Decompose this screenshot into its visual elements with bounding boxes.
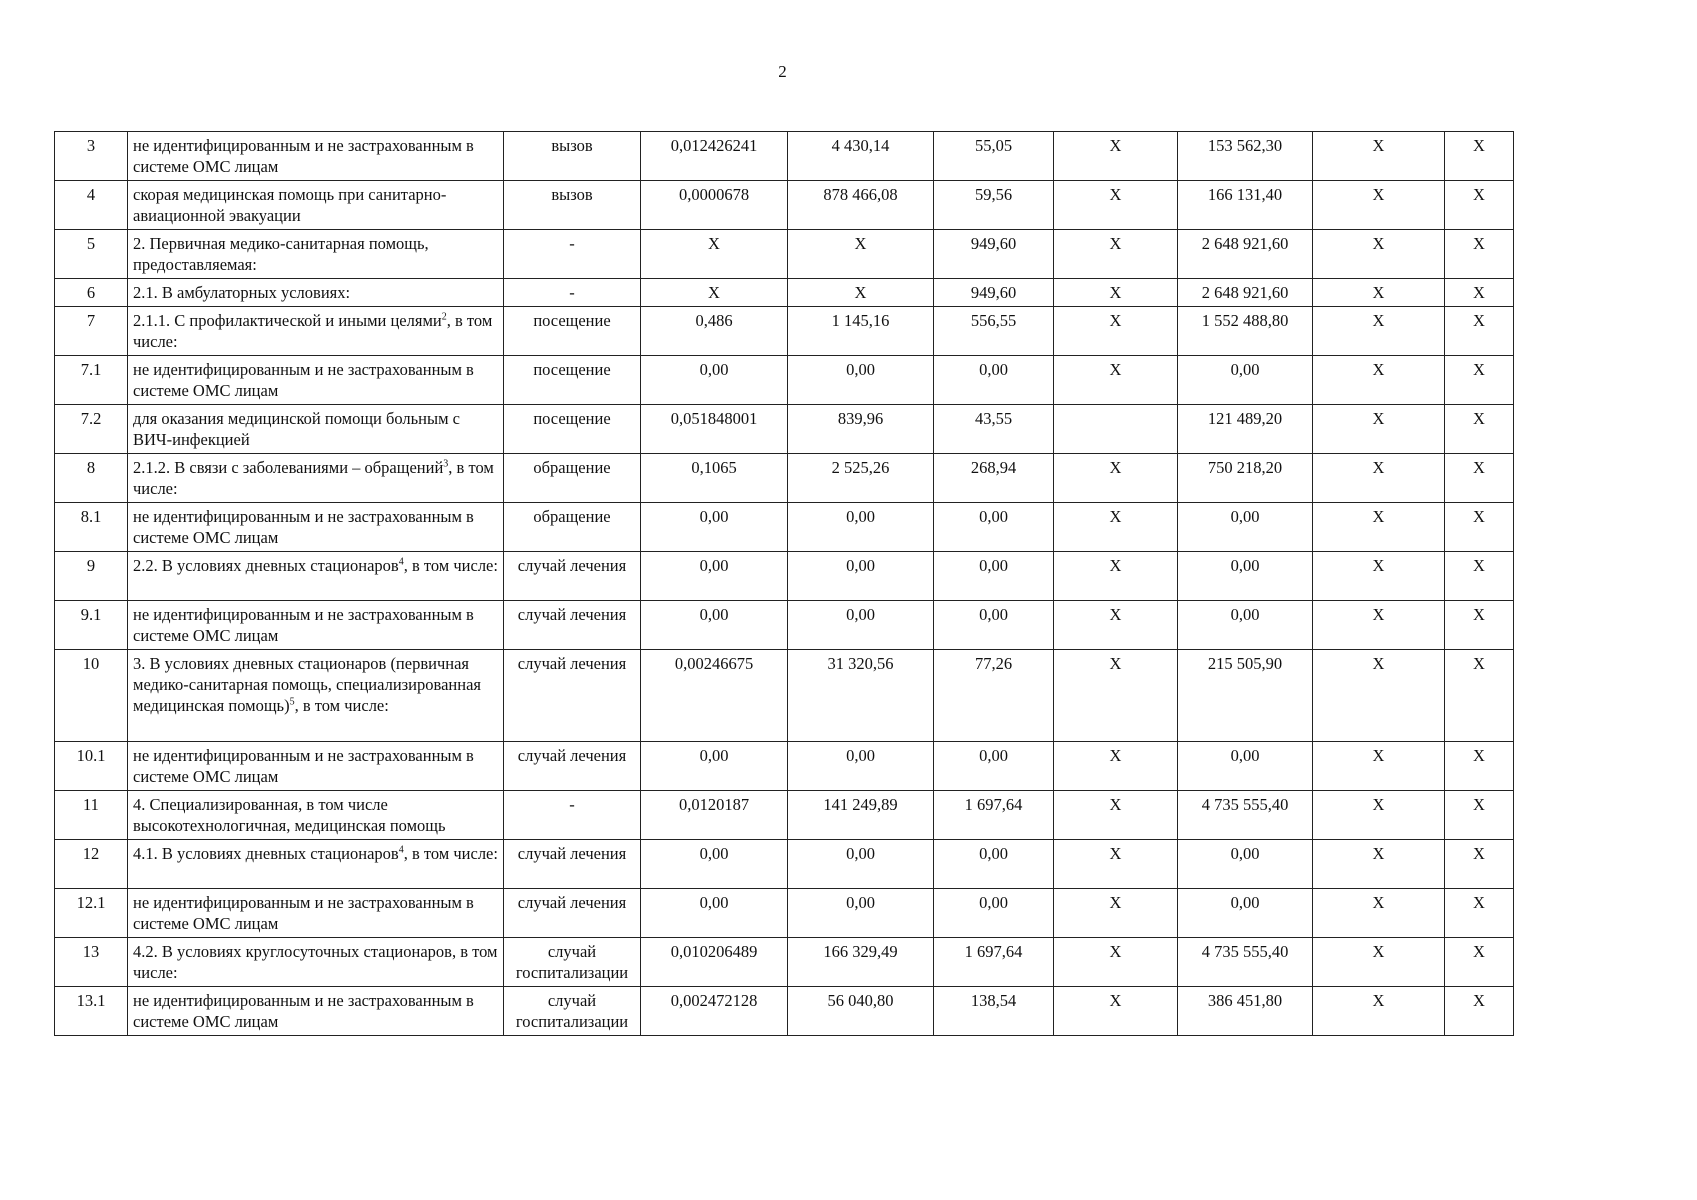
percent-total-cell: X <box>1445 132 1514 181</box>
unit-of-measure-cell: случай госпитализации <box>504 938 641 987</box>
volume-norm-cell: 0,00246675 <box>641 650 788 742</box>
table-row <box>55 307 1514 356</box>
row-description-cell <box>128 356 504 405</box>
per-capita-oms-cell: X <box>1054 889 1178 938</box>
unit-of-measure-cell: вызов <box>504 132 641 181</box>
volume-norm-cell: 0,486 <box>641 307 788 356</box>
row-description-cell <box>128 230 504 279</box>
description-suffix: , в том числе: <box>133 458 494 498</box>
cost-norm-cell: 31 320,56 <box>788 650 934 742</box>
total-oms-cell: X <box>1313 840 1445 889</box>
unit-of-measure-cell: случай лечения <box>504 650 641 742</box>
row-description-cell <box>128 840 504 889</box>
row-description-cell <box>128 503 504 552</box>
total-oms-cell: X <box>1313 742 1445 791</box>
row-description-cell <box>128 889 504 938</box>
total-budget-cell: 0,00 <box>1178 889 1313 938</box>
row-number-cell: 7.2 <box>55 405 128 454</box>
table-row <box>55 230 1514 279</box>
footnote-marker: 4 <box>398 844 404 856</box>
row-number-cell: 11 <box>55 791 128 840</box>
percent-total-cell: X <box>1445 503 1514 552</box>
volume-norm-cell: 0,002472128 <box>641 987 788 1036</box>
unit-of-measure-cell: посещение <box>504 405 641 454</box>
table-row <box>55 650 1514 742</box>
volume-norm-cell: 0,0000678 <box>641 181 788 230</box>
description-text: 2.2. В условиях дневных стационаров <box>133 556 399 575</box>
per-capita-oms-cell: X <box>1054 503 1178 552</box>
per-capita-oms-cell: X <box>1054 987 1178 1036</box>
row-description-cell <box>128 405 504 454</box>
row-number-cell: 6 <box>55 279 128 307</box>
per-capita-budget-cell: 77,26 <box>934 650 1054 742</box>
per-capita-budget-cell: 268,94 <box>934 454 1054 503</box>
cost-norm-cell: 0,00 <box>788 552 934 601</box>
row-number-cell: 9 <box>55 552 128 601</box>
volume-norm-cell: X <box>641 279 788 307</box>
cost-norm-cell: 141 249,89 <box>788 791 934 840</box>
row-description-cell <box>128 552 504 601</box>
unit-of-measure-cell: вызов <box>504 181 641 230</box>
cost-norm-cell: 0,00 <box>788 742 934 791</box>
row-number-cell: 8 <box>55 454 128 503</box>
per-capita-oms-cell: X <box>1054 552 1178 601</box>
per-capita-oms-cell: X <box>1054 742 1178 791</box>
cost-norm-cell: 0,00 <box>788 503 934 552</box>
row-number-cell: 12 <box>55 840 128 889</box>
description-text: 2.1. В амбулаторных условиях: <box>133 283 351 302</box>
total-oms-cell: X <box>1313 307 1445 356</box>
row-number-cell: 10 <box>55 650 128 742</box>
unit-of-measure-cell: случай лечения <box>504 889 641 938</box>
total-budget-cell: 0,00 <box>1178 601 1313 650</box>
total-budget-cell: 2 648 921,60 <box>1178 230 1313 279</box>
percent-total-cell: X <box>1445 405 1514 454</box>
table-row <box>55 889 1514 938</box>
percent-total-cell: X <box>1445 181 1514 230</box>
total-budget-cell: 215 505,90 <box>1178 650 1313 742</box>
total-oms-cell: X <box>1313 454 1445 503</box>
description-suffix: , в том числе: <box>294 696 389 715</box>
total-budget-cell: 0,00 <box>1178 356 1313 405</box>
per-capita-budget-cell: 0,00 <box>934 552 1054 601</box>
unit-of-measure-cell: - <box>504 230 641 279</box>
footnote-marker: 4 <box>398 556 404 568</box>
data-table <box>54 131 1514 1036</box>
per-capita-oms-cell: X <box>1054 230 1178 279</box>
volume-norm-cell: 0,00 <box>641 742 788 791</box>
per-capita-oms-cell: X <box>1054 279 1178 307</box>
per-capita-oms-cell: X <box>1054 454 1178 503</box>
row-number-cell: 9.1 <box>55 601 128 650</box>
per-capita-oms-cell: X <box>1054 601 1178 650</box>
per-capita-budget-cell: 556,55 <box>934 307 1054 356</box>
per-capita-budget-cell: 0,00 <box>934 889 1054 938</box>
percent-total-cell: X <box>1445 307 1514 356</box>
row-number-cell: 7 <box>55 307 128 356</box>
per-capita-oms-cell: X <box>1054 132 1178 181</box>
total-budget-cell: 750 218,20 <box>1178 454 1313 503</box>
row-description-cell <box>128 987 504 1036</box>
per-capita-budget-cell: 1 697,64 <box>934 938 1054 987</box>
description-text: не идентифицированным и не застрахованным в системе ОМС лицам <box>133 605 474 645</box>
percent-total-cell: X <box>1445 742 1514 791</box>
per-capita-budget-cell: 59,56 <box>934 181 1054 230</box>
row-description-cell <box>128 181 504 230</box>
percent-total-cell: X <box>1445 840 1514 889</box>
cost-norm-cell: 1 145,16 <box>788 307 934 356</box>
row-description-cell <box>128 791 504 840</box>
unit-of-measure-cell: - <box>504 279 641 307</box>
volume-norm-cell: 0,00 <box>641 356 788 405</box>
total-oms-cell: X <box>1313 356 1445 405</box>
per-capita-oms-cell: X <box>1054 356 1178 405</box>
row-number-cell: 10.1 <box>55 742 128 791</box>
per-capita-budget-cell: 1 697,64 <box>934 791 1054 840</box>
table-row <box>55 181 1514 230</box>
total-budget-cell: 0,00 <box>1178 503 1313 552</box>
percent-total-cell: X <box>1445 650 1514 742</box>
total-budget-cell: 1 552 488,80 <box>1178 307 1313 356</box>
footnote-marker: 3 <box>443 458 449 470</box>
per-capita-budget-cell: 43,55 <box>934 405 1054 454</box>
volume-norm-cell: 0,00 <box>641 552 788 601</box>
per-capita-budget-cell: 55,05 <box>934 132 1054 181</box>
per-capita-budget-cell: 0,00 <box>934 503 1054 552</box>
per-capita-budget-cell: 0,00 <box>934 742 1054 791</box>
row-description-cell <box>128 307 504 356</box>
description-suffix: , в том числе: <box>133 311 493 351</box>
table-body <box>55 132 1514 1036</box>
description-text: 4.2. В условиях круглосуточных стационаров, в том числе: <box>133 942 498 982</box>
unit-of-measure-cell: случай госпитализации <box>504 987 641 1036</box>
percent-total-cell: X <box>1445 230 1514 279</box>
volume-norm-cell: 0,00 <box>641 601 788 650</box>
per-capita-oms-cell: X <box>1054 938 1178 987</box>
table-row <box>55 601 1514 650</box>
cost-norm-cell: 0,00 <box>788 840 934 889</box>
total-oms-cell: X <box>1313 405 1445 454</box>
table-row <box>55 405 1514 454</box>
cost-norm-cell: 4 430,14 <box>788 132 934 181</box>
description-text: не идентифицированным и не застрахованным в системе ОМС лицам <box>133 991 474 1031</box>
total-oms-cell: X <box>1313 503 1445 552</box>
percent-total-cell: X <box>1445 791 1514 840</box>
row-number-cell: 13 <box>55 938 128 987</box>
table-row <box>55 840 1514 889</box>
per-capita-budget-cell: 949,60 <box>934 279 1054 307</box>
description-text: 2. Первичная медико-санитарная помощь, предоставляемая: <box>133 234 429 274</box>
row-number-cell: 5 <box>55 230 128 279</box>
per-capita-oms-cell: X <box>1054 307 1178 356</box>
total-oms-cell: X <box>1313 279 1445 307</box>
unit-of-measure-cell: - <box>504 791 641 840</box>
per-capita-budget-cell: 138,54 <box>934 987 1054 1036</box>
row-number-cell: 3 <box>55 132 128 181</box>
row-description-cell <box>128 742 504 791</box>
total-oms-cell: X <box>1313 552 1445 601</box>
total-oms-cell: X <box>1313 132 1445 181</box>
table-row <box>55 552 1514 601</box>
per-capita-budget-cell: 0,00 <box>934 356 1054 405</box>
row-description-cell <box>128 601 504 650</box>
row-description-cell <box>128 279 504 307</box>
description-text: не идентифицированным и не застрахованным в системе ОМС лицам <box>133 136 474 176</box>
total-oms-cell: X <box>1313 987 1445 1036</box>
per-capita-oms-cell: X <box>1054 650 1178 742</box>
volume-norm-cell: 0,00 <box>641 840 788 889</box>
table-row <box>55 503 1514 552</box>
row-description-cell <box>128 132 504 181</box>
total-oms-cell: X <box>1313 791 1445 840</box>
cost-norm-cell: 0,00 <box>788 889 934 938</box>
cost-norm-cell: X <box>788 230 934 279</box>
cost-norm-cell: 839,96 <box>788 405 934 454</box>
volume-norm-cell: X <box>641 230 788 279</box>
cost-norm-cell: 0,00 <box>788 356 934 405</box>
description-text: не идентифицированным и не застрахованным в системе ОМС лицам <box>133 507 474 547</box>
cost-norm-cell: 166 329,49 <box>788 938 934 987</box>
description-text: 4.1. В условиях дневных стационаров <box>133 844 399 863</box>
footnote-marker: 2 <box>441 311 447 323</box>
row-number-cell: 4 <box>55 181 128 230</box>
total-budget-cell: 121 489,20 <box>1178 405 1313 454</box>
unit-of-measure-cell: случай лечения <box>504 601 641 650</box>
table-row <box>55 356 1514 405</box>
row-description-cell <box>128 454 504 503</box>
description-suffix: , в том числе: <box>403 844 498 863</box>
volume-norm-cell: 0,1065 <box>641 454 788 503</box>
volume-norm-cell: 0,00 <box>641 503 788 552</box>
cost-norm-cell: 2 525,26 <box>788 454 934 503</box>
footnote-marker: 5 <box>289 696 295 708</box>
total-budget-cell: 153 562,30 <box>1178 132 1313 181</box>
description-text: не идентифицированным и не застрахованным в системе ОМС лицам <box>133 893 474 933</box>
volume-norm-cell: 0,012426241 <box>641 132 788 181</box>
total-oms-cell: X <box>1313 230 1445 279</box>
description-suffix: , в том числе: <box>403 556 498 575</box>
total-oms-cell: X <box>1313 889 1445 938</box>
volume-norm-cell: 0,00 <box>641 889 788 938</box>
per-capita-budget-cell: 0,00 <box>934 601 1054 650</box>
total-oms-cell: X <box>1313 938 1445 987</box>
total-budget-cell: 0,00 <box>1178 840 1313 889</box>
unit-of-measure-cell: случай лечения <box>504 742 641 791</box>
description-text: скорая медицинская помощь при санитарно-авиационной эвакуации <box>133 185 447 225</box>
per-capita-oms-cell: X <box>1054 181 1178 230</box>
description-text: 2.1.1. С профилактической и иными целями <box>133 311 442 330</box>
percent-total-cell: X <box>1445 601 1514 650</box>
total-budget-cell: 0,00 <box>1178 552 1313 601</box>
volume-norm-cell: 0,051848001 <box>641 405 788 454</box>
unit-of-measure-cell: случай лечения <box>504 552 641 601</box>
per-capita-budget-cell: 0,00 <box>934 840 1054 889</box>
table-row <box>55 791 1514 840</box>
row-description-cell <box>128 650 504 742</box>
total-budget-cell: 166 131,40 <box>1178 181 1313 230</box>
row-number-cell: 7.1 <box>55 356 128 405</box>
table-row <box>55 987 1514 1036</box>
unit-of-measure-cell: обращение <box>504 454 641 503</box>
description-text: 2.1.2. В связи с заболеваниями – обращений <box>133 458 444 477</box>
percent-total-cell: X <box>1445 454 1514 503</box>
total-budget-cell: 4 735 555,40 <box>1178 791 1313 840</box>
per-capita-oms-cell: X <box>1054 840 1178 889</box>
total-budget-cell: 4 735 555,40 <box>1178 938 1313 987</box>
volume-norm-cell: 0,010206489 <box>641 938 788 987</box>
row-number-cell: 8.1 <box>55 503 128 552</box>
description-text: для оказания медицинской помощи больным с ВИЧ-инфекцией <box>133 409 460 449</box>
description-text: 3. В условиях дневных стационаров (первичная медико-санитарная помощь, специализированная медицинская помощь) <box>133 654 481 715</box>
description-text: не идентифицированным и не застрахованным в системе ОМС лицам <box>133 360 474 400</box>
table-row <box>55 742 1514 791</box>
total-budget-cell: 2 648 921,60 <box>1178 279 1313 307</box>
percent-total-cell: X <box>1445 356 1514 405</box>
total-budget-cell: 0,00 <box>1178 742 1313 791</box>
row-number-cell: 13.1 <box>55 987 128 1036</box>
row-number-cell: 12.1 <box>55 889 128 938</box>
percent-total-cell: X <box>1445 552 1514 601</box>
table-row <box>55 938 1514 987</box>
cost-norm-cell: 878 466,08 <box>788 181 934 230</box>
unit-of-measure-cell: обращение <box>504 503 641 552</box>
cost-norm-cell: 56 040,80 <box>788 987 934 1036</box>
percent-total-cell: X <box>1445 938 1514 987</box>
row-description-cell <box>128 938 504 987</box>
table-row <box>55 132 1514 181</box>
total-budget-cell: 386 451,80 <box>1178 987 1313 1036</box>
per-capita-budget-cell: 949,60 <box>934 230 1054 279</box>
percent-total-cell: X <box>1445 987 1514 1036</box>
table-row <box>55 454 1514 503</box>
page-number: 2 <box>778 62 787 81</box>
table-row <box>55 279 1514 307</box>
cost-norm-cell: X <box>788 279 934 307</box>
total-oms-cell: X <box>1313 181 1445 230</box>
percent-total-cell: X <box>1445 279 1514 307</box>
total-oms-cell: X <box>1313 601 1445 650</box>
total-oms-cell: X <box>1313 650 1445 742</box>
per-capita-oms-cell <box>1054 405 1178 454</box>
description-text: 4. Специализированная, в том числе высокотехнологичная, медицинская помощь <box>133 795 446 835</box>
unit-of-measure-cell: случай лечения <box>504 840 641 889</box>
description-text: не идентифицированным и не застрахованным в системе ОМС лицам <box>133 746 474 786</box>
percent-total-cell: X <box>1445 889 1514 938</box>
volume-norm-cell: 0,0120187 <box>641 791 788 840</box>
per-capita-oms-cell: X <box>1054 791 1178 840</box>
unit-of-measure-cell: посещение <box>504 356 641 405</box>
cost-norm-cell: 0,00 <box>788 601 934 650</box>
unit-of-measure-cell: посещение <box>504 307 641 356</box>
